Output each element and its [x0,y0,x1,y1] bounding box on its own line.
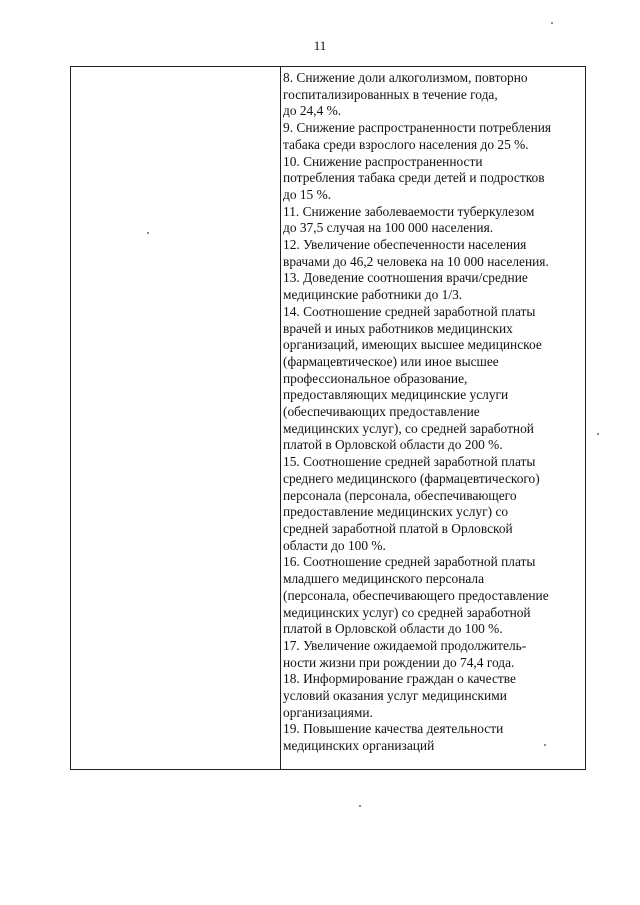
table-text-line: 17. Увеличение ожидаемой продолжитель- [283,637,527,653]
table-text-line: (фармацевтическое) или иное высшее [283,353,499,369]
table-text-line: врачей и иных работников медицинских [283,320,513,336]
table-text-line: профессиональное образование, [283,370,468,386]
scan-speck [544,744,546,746]
table-text-line: 12. Увеличение обеспеченности населения [283,237,527,253]
table-text-line: младшего медицинского персонала [283,571,485,587]
table-text-line: табака среди взрослого населения до 25 %. [283,136,529,152]
scan-speck [551,22,553,24]
table-text-line: 10. Снижение распространенности [283,153,483,169]
table-text-line: медицинские работники до 1/3. [283,287,463,303]
table-text-line: врачами до 46,2 человека на 10 000 населения. [283,253,549,269]
table-text-line: 18. Информирование граждан о качестве [283,671,516,687]
document-table [70,66,586,770]
table-left-cell [71,67,280,769]
table-text-line: 8. Снижение доли алкоголизмом, повторно [283,70,528,85]
table-text-line: 11. Снижение заболеваемости туберкулезом [283,203,535,219]
table-text-line: медицинских услуг), со средней заработной [283,420,534,436]
table-text-line: условий оказания услуг медицинскими [283,688,507,704]
table-text-line: 15. Соотношение средней заработной платы [283,454,536,470]
table-text-line: средней заработной платой в Орловской [283,520,513,536]
table-text-line: предоставляющих медицинские услуги [283,387,509,403]
table-text-line: госпитализированных в течение года, [283,86,498,102]
table-text-line: персонала (персонала, обеспечивающего [283,487,517,503]
table-column-divider [280,67,281,769]
table-text-line: платой в Орловской области до 200 %. [283,437,503,453]
table-text-line: организаций, имеющих высшее медицинское [283,337,542,353]
table-text-line: платой в Орловской области до 100 %. [283,621,503,637]
table-text-line: 14. Соотношение средней заработной платы [283,303,536,319]
table-text-line: среднего медицинского (фармацевтического) [283,470,540,486]
table-text-line: (персонала, обеспечивающего предоставление [283,587,549,603]
table-text-line: медицинских организаций [283,738,435,754]
table-text-line: 19. Повышение качества деятельности [283,721,504,737]
scan-speck [147,232,149,234]
table-text-line: 13. Доведение соотношения врачи/средние [283,270,528,286]
table-text-line: потребления табака среди детей и подростков [283,170,545,186]
table-text-line: 9. Снижение распространенности потребления [283,120,552,136]
table-text-line: области до 100 %. [283,537,386,553]
page-number: 11 [313,38,327,53]
table-text-line: до 24,4 %. [283,103,342,119]
table-text-line: ности жизни при рождении до 74,4 года. [283,654,515,670]
table-text-line: до 37,5 случая на 100 000 населения. [283,220,494,236]
table-text-line: организациями. [283,704,373,720]
table-right-cell [283,70,583,755]
table-text-line: 16. Соотношение средней заработной платы [283,554,536,570]
scan-speck [359,805,361,807]
table-text-line: предоставление медицинских услуг) со [283,504,509,520]
scan-speck [597,433,599,435]
table-text-line: до 15 %. [283,186,332,202]
table-text-line: медицинских услуг) со средней заработной [283,604,531,620]
table-text-line: (обеспечивающих предоставление [283,404,480,420]
